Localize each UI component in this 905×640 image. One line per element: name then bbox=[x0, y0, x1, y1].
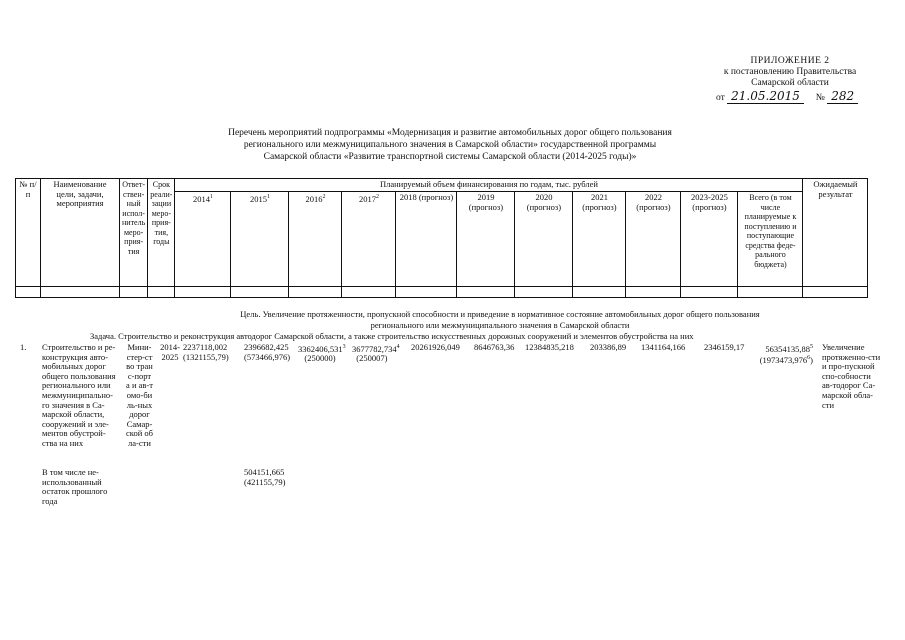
task-text: Задача. Строительство и реконструкция автодорог Самарской области, а также строительство искусственных дорожных сооружений и элементов обустройства на них bbox=[90, 331, 694, 341]
header-num: № п/п bbox=[16, 179, 41, 287]
goal-text: Цель. Увеличение протяженности, пропускной способности и приведение в нормативное состояние автомобильных дорог общего пользования регионального или межмуниципального значения в Самарской области bbox=[240, 309, 760, 330]
row-name: Строительство и ре-конструкция авто-мобильных дорог общего пользования регионального или межмуниципально-го значения в Са-марской области, сооружений и эле-ментов обустрой-ства на них bbox=[42, 342, 116, 448]
title-line: Перечень мероприятий подпрограммы «Модернизация и развитие автомобильных дорог общего пользования bbox=[228, 128, 672, 138]
value-2023-2025: 2346159,17 bbox=[704, 342, 745, 352]
header-spacer bbox=[41, 287, 120, 298]
header-spacer bbox=[573, 287, 626, 298]
header-spacer bbox=[289, 287, 342, 298]
header-year: 2017$^2$ bbox=[342, 192, 396, 287]
value-2016: 3362406,531$^3$ (250000) bbox=[298, 343, 346, 364]
value-2014: 2237118,002 (1321155,79) bbox=[183, 342, 229, 362]
appendix-line-1: к постановлению Правительства bbox=[723, 67, 857, 77]
decree-number: 282 bbox=[827, 89, 858, 104]
row-result: Увеличение протяженно-сти и про-пускной спо-собности ав-тодорог Са-марской обла-сти bbox=[822, 342, 881, 410]
decree-date-line bbox=[716, 89, 858, 103]
row-term: 2014-2025 bbox=[160, 342, 180, 362]
row-responsible: Мини-стер-ство транс-порта и ав-томо-биль-ных дорог Самар-ской обла-сти bbox=[126, 342, 153, 448]
value-2020: 12384835,218 bbox=[525, 342, 574, 352]
header-year: 2014$^1$ bbox=[175, 192, 231, 287]
header-responsible: Ответ-ствен-ный испол-нитель меро-прия-тия bbox=[120, 179, 148, 287]
header-expected: Ожидаемый результат bbox=[803, 179, 868, 287]
value-2022: 1341164,166 bbox=[641, 342, 686, 352]
header-spacer bbox=[342, 287, 396, 298]
header-year: 2015$^1$ bbox=[231, 192, 289, 287]
header-year: 2019 (прогноз) bbox=[457, 192, 515, 287]
header-spacer bbox=[515, 287, 573, 298]
number-label: № bbox=[815, 93, 825, 103]
header-year: 2023-2025 (прогноз) bbox=[681, 192, 738, 287]
header-spacer bbox=[16, 287, 41, 298]
value-2021: 203386,89 bbox=[590, 342, 627, 352]
financing-table-header bbox=[15, 178, 868, 298]
value-2017: 3677782,734$^4$ (250007) bbox=[352, 343, 400, 364]
row-number: 1. bbox=[20, 342, 27, 352]
title-line: Самарской области «Развитие транспортной системы Самарской области (2014-2025 годы)» bbox=[263, 152, 637, 162]
header-year: 2020 (прогноз) bbox=[515, 192, 573, 287]
header-total: Всего (в том числе планируемые к поступлению и поступающие средства феде-рального бюджета) bbox=[738, 192, 803, 287]
header-name: Наименование цели, задачи, мероприятия bbox=[41, 179, 120, 287]
appendix-title: ПРИЛОЖЕНИЕ 2 bbox=[750, 56, 830, 66]
header-term: Срок реали-зации меро-прия-тия, годы bbox=[148, 179, 175, 287]
appendix-header bbox=[690, 56, 890, 89]
header-spacer bbox=[148, 287, 175, 298]
value-2015: 2396682,425 (573466,976) bbox=[244, 342, 291, 362]
value-2019: 8646763,36 bbox=[474, 342, 515, 352]
header-spacer bbox=[681, 287, 738, 298]
header-planned: Планируемый объем финансирования по годам, тыс. рублей bbox=[175, 179, 803, 192]
value-2015-leftover: 504151,665 (421155,79) bbox=[244, 467, 286, 487]
value-2018: 20261926,049 bbox=[411, 342, 460, 352]
header-spacer bbox=[457, 287, 515, 298]
document-title bbox=[160, 127, 740, 163]
header-spacer bbox=[231, 287, 289, 298]
header-spacer bbox=[626, 287, 681, 298]
row-sub-name: В том числе не-использованный остаток прошлого года bbox=[42, 467, 108, 506]
header-year: 2022 (прогноз) bbox=[626, 192, 681, 287]
header-year: 2018 (прогноз) bbox=[396, 192, 457, 287]
header-year: 2021 (прогноз) bbox=[573, 192, 626, 287]
header-spacer bbox=[175, 287, 231, 298]
header-spacer bbox=[738, 287, 803, 298]
header-spacer bbox=[120, 287, 148, 298]
decree-date: 21.05.2015 bbox=[727, 89, 804, 104]
appendix-line-2: Самарской области bbox=[751, 78, 829, 88]
from-label: от bbox=[716, 93, 725, 103]
header-spacer bbox=[396, 287, 457, 298]
header-spacer bbox=[803, 287, 868, 298]
title-line: регионального или межмуниципального значения в Самарской области» государственной программы bbox=[243, 140, 657, 150]
value-total: 56354135,88$^5$ (1973473,976$^6$) bbox=[759, 343, 813, 366]
header-year: 2016$^2$ bbox=[289, 192, 342, 287]
